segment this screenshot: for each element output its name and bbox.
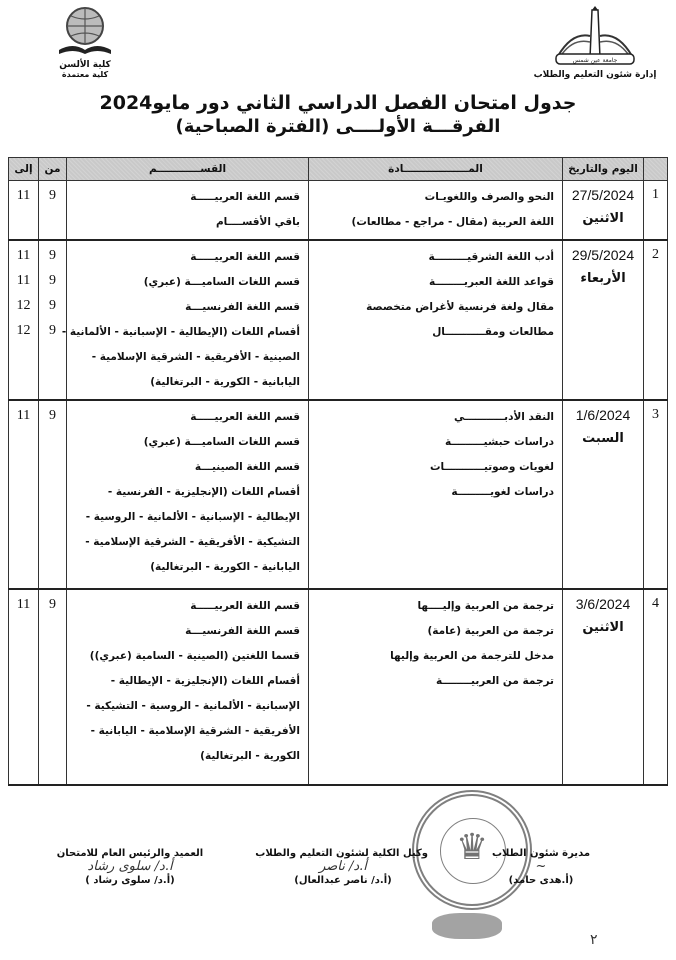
subject-line: مطالعات ومقـــــــــــال — [432, 326, 554, 338]
department-cell — [67, 181, 309, 241]
exam-day: السبت — [582, 431, 624, 446]
time-to: 12 — [16, 323, 31, 338]
department-line: أقسام اللغات (الإنجليزية - الفرنسية - — [107, 486, 300, 498]
signature-vice-dean — [255, 848, 428, 886]
faculty-name: كلية الألسن — [59, 60, 111, 70]
row-number: 4 — [644, 589, 668, 785]
row-number: 3 — [644, 400, 668, 589]
time-to: 11 — [16, 273, 31, 288]
department-cell — [61, 240, 309, 400]
header-department: القســــــــــــم — [67, 158, 309, 181]
page-subtitle: الفرقـــة الأولــــى (الفترة الصباحية) — [175, 116, 501, 137]
time-to: 11 — [16, 597, 31, 612]
time-from: 9 — [49, 408, 56, 423]
signature-role: مديرة شئون الطلاب — [491, 848, 591, 859]
faculty-logo — [40, 4, 130, 84]
handwritten-signature: أ.د/ سلوى رشاد — [87, 859, 173, 874]
signature-role: العميد والرئيس العام للامتحان — [56, 848, 204, 859]
from-cell — [39, 589, 67, 785]
globe-book-icon — [55, 4, 115, 56]
subject-line: مقال ولغة فرنسية لأغراض متخصصة — [366, 301, 554, 313]
row-number: 1 — [644, 181, 668, 241]
department-line: قسم اللغة الفرنسيـــة — [185, 625, 300, 637]
obelisk-icon — [552, 6, 638, 66]
department-line: قسم اللغات الساميـــة (عبري) — [143, 276, 300, 288]
subject-cell — [309, 240, 563, 400]
eagle-seal-icon: ♛ — [455, 827, 489, 868]
header-subject: المــــــــــــــــــادة — [309, 158, 563, 181]
accreditation-label: كلية معتمدة — [61, 70, 109, 79]
exam-date: 3/6/2024 — [575, 596, 631, 612]
subject-cell — [309, 400, 563, 589]
subject-line: النقد الأدبـــــــــــي — [454, 411, 554, 423]
exam-date: 29/5/2024 — [571, 247, 635, 263]
date-cell — [563, 240, 644, 400]
time-from: 9 — [49, 298, 56, 313]
subject-cell — [309, 589, 563, 785]
handwritten-signature: ~ — [535, 859, 547, 874]
department-cell — [67, 589, 309, 785]
table-row — [9, 240, 668, 400]
signatory-name: (أ.د/ سلوى رشاد ) — [85, 875, 175, 886]
exam-date: 1/6/2024 — [575, 407, 631, 423]
time-from: 9 — [49, 273, 56, 288]
subject-line: دراسات حبشيـــــــــة — [445, 436, 554, 448]
page-title: جدول امتحان الفصل الدراسي الثاني دور مايو2024 — [99, 92, 577, 114]
time-from: 9 — [49, 597, 56, 612]
subject-line: مدخل للترجمة من العربية وإليها — [390, 650, 554, 662]
subject-line: قواعد اللغة العبريــــــــة — [428, 276, 554, 288]
department-line: اليابانية - الكورية - البرتغالية) — [150, 561, 300, 573]
department-line: التشيكية - الأفريقية - الشرقية الإسلامية - — [85, 536, 300, 548]
table-header-row — [9, 158, 668, 181]
department-cell — [67, 400, 309, 589]
from-cell — [39, 181, 67, 241]
time-from: 9 — [49, 248, 56, 263]
time-from: 9 — [49, 188, 56, 203]
date-cell — [563, 181, 644, 241]
university-emblem-text: جامعة عين شمس — [572, 57, 618, 64]
handwritten-signature: أ.د/ ناصر — [319, 859, 367, 874]
to-cell — [9, 181, 39, 241]
exam-day: الاثنين — [582, 620, 624, 635]
department-line: قسم اللغة الصينيـــة — [194, 461, 300, 473]
department-line: قسم اللغة العربيـــــة — [190, 600, 300, 612]
header-num — [644, 158, 668, 181]
time-to: 11 — [16, 248, 31, 263]
department-line: أقسام اللغات (الإيطالية - الإسبانية - الألمانية - — [61, 326, 300, 338]
department-line: اليابانية - الكورية - البرتغالية) — [150, 376, 300, 388]
department-line: قسم اللغات الساميـــة (عبري) — [143, 436, 300, 448]
table-row — [9, 400, 668, 589]
department-line: قسم اللغة الفرنسيـــة — [185, 301, 300, 313]
department-line: الصينية - الأفريقية - الشرقية الإسلامية - — [91, 351, 300, 363]
time-to: 11 — [16, 188, 31, 203]
date-cell — [563, 400, 644, 589]
department-line: قسما اللغتين (الصينية - السامية (عبري)) — [89, 650, 300, 662]
header-to: إلى — [9, 158, 39, 181]
page-mark: ٢ — [590, 932, 598, 948]
table-row — [9, 181, 668, 241]
department-line: الإيطالية - الإسبانية - الألمانية - الروسية - — [85, 511, 300, 523]
time-from: 9 — [49, 323, 56, 338]
department-line: قسم اللغة العربيـــــة — [190, 191, 300, 203]
signature-student-affairs — [476, 848, 606, 886]
subject-line: ترجمة من العربية (عامة) — [427, 625, 554, 637]
department-line: قسم اللغة العربيـــــة — [190, 411, 300, 423]
department-line: الأفريقية - الشرقية الإسلامية - اليابانية - — [90, 725, 300, 737]
department-line: باقي الأقســــام — [215, 216, 300, 228]
time-to: 11 — [16, 408, 31, 423]
subject-line: ترجمة من العربية وإليــــها — [417, 600, 554, 612]
from-cell — [39, 400, 67, 589]
subject-line: ترجمة من العربيــــــــة — [435, 675, 554, 687]
department-line: الإسبانية - الألمانية - الروسية - التشيكية - — [86, 700, 300, 712]
stamp-smudge — [432, 913, 502, 939]
header-from: من — [39, 158, 67, 181]
to-cell — [9, 589, 39, 785]
subject-line: اللغة العربية (مقال - مراجع - مطالعات) — [351, 216, 554, 228]
administration-name: إدارة شئون التعليم والطلاب — [533, 70, 657, 80]
exam-schedule-table — [8, 157, 668, 786]
department-line: قسم اللغة العربيـــــة — [190, 251, 300, 263]
to-cell — [9, 240, 39, 400]
date-cell — [563, 589, 644, 785]
subject-line: لغويات وصوتيـــــــــــات — [429, 461, 554, 473]
signatory-name: (أ.هدى حامد) — [508, 875, 574, 886]
signatory-name: (أ.د/ ناصر عبدالعال) — [294, 875, 392, 886]
exam-day: الاثنين — [582, 211, 624, 226]
exam-day: الأربعاء — [580, 271, 626, 286]
to-cell — [9, 400, 39, 589]
signature-dean — [30, 848, 230, 886]
time-to: 12 — [16, 298, 31, 313]
table-row — [9, 589, 668, 785]
subject-cell — [309, 181, 563, 241]
university-logo — [520, 6, 670, 86]
subject-line: النحو والصرف واللغويـات — [424, 191, 554, 203]
department-line: الكورية - البرتغالية) — [200, 750, 300, 762]
exam-date: 27/5/2024 — [571, 187, 635, 203]
signature-role: وكيل الكلية لشئون التعليم والطلاب — [255, 848, 428, 859]
header-date: اليوم والتاريخ — [563, 158, 644, 181]
row-number: 2 — [644, 240, 668, 400]
department-line: أقسام اللغات (الإنجليزية - الإيطالية - — [110, 675, 300, 687]
subject-line: دراسات لغويـــــــــة — [451, 486, 554, 498]
subject-line: أدب اللغة الشرقيـــــــــة — [428, 251, 554, 263]
